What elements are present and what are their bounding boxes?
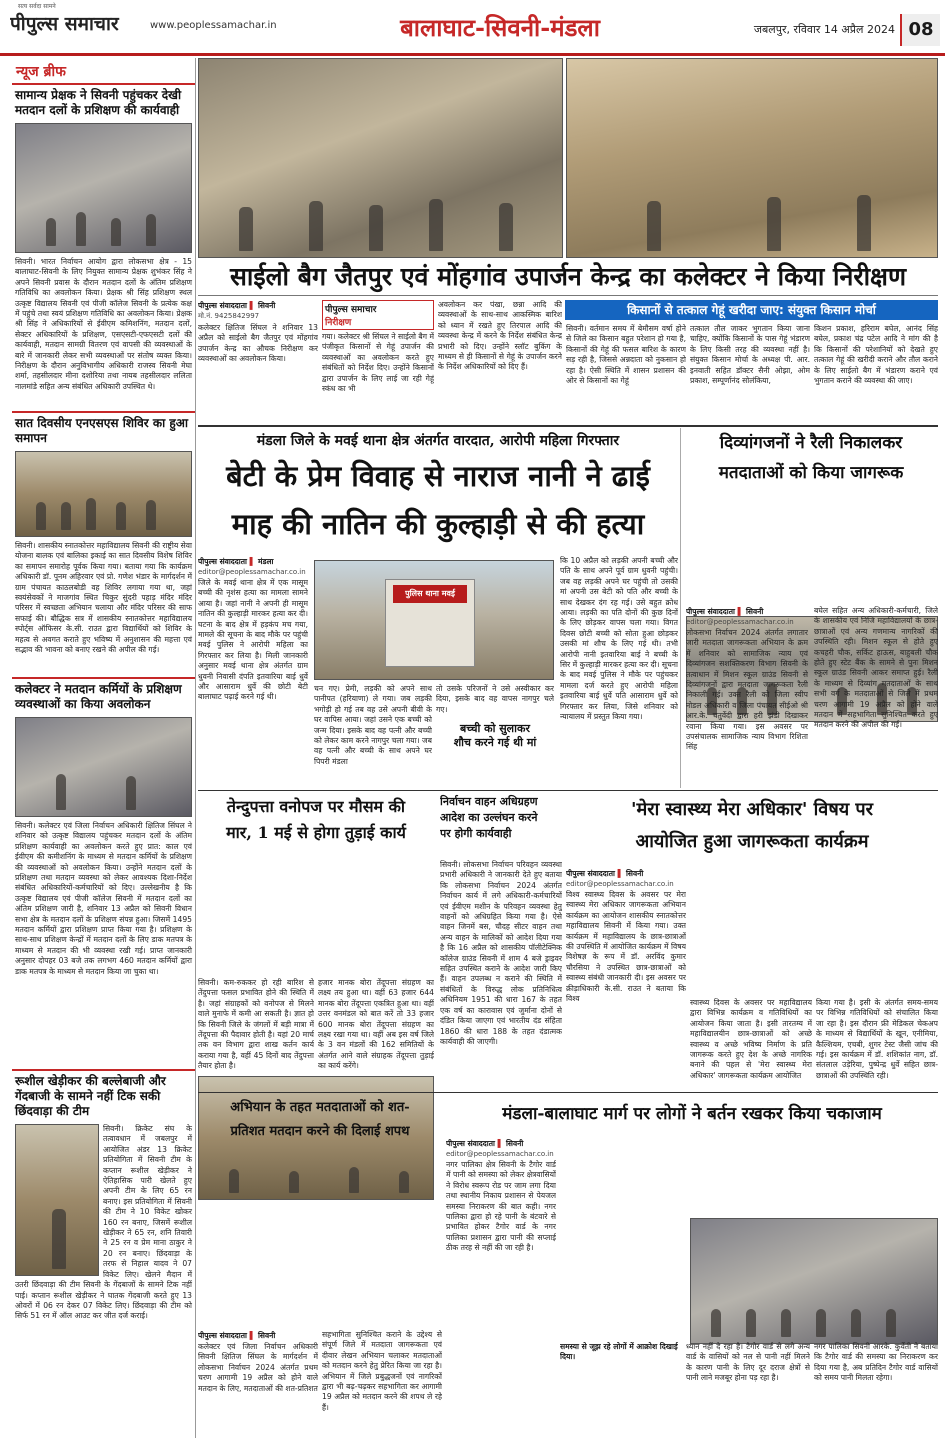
chakkajam-body-1: नगर पालिका क्षेत्र सिवनी के टैगोर वार्ड में पानी को समस्या को लेकर क्षेत्रवासियों ने विरोध स्वरूप रोड पर जाम लगा दिया तथा स्थानीय निकाय प्रशासन से पेयजल समस्या निराकरण की बात कही। नगर पालिका द्वारा हो रहे पानी के बंटवारे से प्रभावित होकर टैगोर वार्ड के नगर पालिका प्रशासन द्वारा पानी की सप्लाई ठीक तरह से नहीं की जा रही है।	[446, 1160, 556, 1253]
brief-4-block	[12, 1122, 195, 1422]
brief-2-photo	[15, 451, 192, 537]
divyang-body-2: बघेल सहित अन्य अधिकारी-कर्मचारी, जिले के शासकीय एवं निजि महाविद्यालयों के छात्र-छात्राओं एवं अन्य गणमान्य नागरिकों की उपस्थिति रही। मिशन स्कूल से होते हुए कचहरी चौक, सर्किट हाऊस, बाहुबली चौक होते हुए स्टेट बैंक के सामने से पुनः मिशन स्कूल ग्राउंड सिवनी आकर समाप्त हुई। रैली के माध्यम से दिव्यांग मतदाताओं के साथ सभी वर्ग के मतदाताओं से जिले में प्रथम चरण आगामी 19 अप्रैल को होने वाले मतदान में सहभागिता सुनिश्चित करते हुए मतदान करने की अपील की गई।	[814, 606, 938, 730]
police-station-photo	[314, 560, 554, 680]
top-story-body-3: अवलोकन कर पंखा, छन्ना आदि की व्यवस्थाओं के साथ-साथ आकस्मिक बारिश को ध्यान में रखते हुए तिरपाल आदि की व्यवस्था केन्द्र में करने के निर्देश संबंधित केन्द्र प्रभारी को दिए। उन्होंने स्लॉट बुकिंग के माध्यम से ही किसानों से गेहूं के उपार्जन करने के निर्देश अधिकारियों को दिए हैं।	[438, 300, 562, 372]
byline-city: सिवनी	[745, 607, 764, 616]
murder-headline	[198, 452, 678, 552]
kisan-body-2: तत्काल तौल जाकर भुगतान किया जाना चाहिए, क्योंकि किसानों के पास गेहूं भंडारण के लिए किसी तरह की व्यवस्था नहीं है। संयुक्त किसान मोर्चा के अध्यक्ष पी. आर. इनवाती सहित डॉक्टर सैनी ओझा, ओम प्रकाश, सम्पूर्णानंद सोलंकिया,	[690, 324, 810, 386]
nirvachan-headline-line-1: निर्वाचन वाहन अधिग्रहण	[440, 795, 538, 808]
swasthya-byline: पीपुल्स संवाददाता ▌ सिवनी	[566, 869, 644, 878]
chakkajam-body-2: ध्यान नहीं दे रहा है। टैगोर वार्ड से लगे अन्य वार्ड के वासियों को नल से पानी नहीं मिलने के कारण पानी के लिए दूर दराज क्षेत्रों से पानी लाने मजबूर होना पड़ रहा है।	[686, 1342, 810, 1383]
kisan-headline: किसानों से तत्काल गेहूं खरीदा जाए: संयुक्त किसान मोर्चा	[565, 300, 938, 320]
murder-headline-line-2: माह की नातिन की कुल्हाड़ी से की हत्या	[231, 507, 645, 541]
mini-logo: पीपुल्स समाचार	[325, 305, 377, 315]
swasthya-body-3: किया गया है। इसी के अंतर्गत समय-समय पर विभिन्न गतिविधियों को संचालित किया जा रहा है। इस दौरान फ्री मेडिकल चेकअप के माध्यम से विद्यार्थियों के खून, एनीमिया, कैल्शियम, एचबी, शुगर टेस्ट जैसी जांच की गई। इस कार्यक्रम में डॉ. शशिकांत नाग, डॉ. संतलाल उड़ेरिया, पुष्पेन्द्र धुर्वे सहित छात्र-छात्राओं की उपस्थिति रही।	[816, 998, 938, 1080]
page-number: 08	[900, 14, 940, 46]
tendupatta-headline-line-2: मार, 1 मई से होगा तुड़ाई कार्य	[226, 823, 406, 842]
top-story-mobile: मो.नं. 9425842997	[198, 312, 260, 320]
murder-kicker: मंडला जिले के मवई थाना क्षेत्र अंतर्गत वारदात, आरोपी महिला गिरफ्तार	[256, 433, 620, 449]
tendupatta-headline	[198, 794, 434, 848]
police-sign: पुलिस थाना मवई	[393, 585, 467, 603]
murder-email: editor@peoplessamachar.co.in	[198, 568, 306, 576]
tendupatta-body-2: हजार मानक बोरा तेंदूपत्ता संग्रहण का लक्ष्य तय हुआ था। वहीं 63 हजार 644 मानक बोरा तेंदूपत्ता एकत्रित हुआ था। वहीं उत्तर वनमंडल को बात करें तो 33 हजार 600 मानक बोरा तेंदूपत्ता संग्रहण का लक्ष्य रखा गया था। वहीं अब इस वर्ष जिले के 3 वन मंडलों की 162 समितियों के अंतर्गत आने वाले संग्राहक तेंदूपत्ता तुड़ाई का कार्य करेंगे।	[318, 978, 434, 1071]
nirvachan-headline-line-3: पर होगी कार्यवाही	[440, 827, 512, 840]
chakkajam-caption-block	[560, 1342, 682, 1438]
section-divider	[198, 425, 938, 427]
abhiyan-headline	[198, 1096, 442, 1148]
byline-city: सिवनी	[505, 1139, 524, 1148]
tendupatta-headline-line-1: तेन्दुपत्ता वनोपज पर मौसम की	[226, 797, 406, 816]
murder-col1	[198, 556, 308, 786]
murder-pull-quote	[436, 722, 554, 750]
kisan-body-1: सिवनी। वर्तमान समय में बेमौसम वर्षा होने से जिले का किसान बहुत परेशान हो गया है, किसानों की गेहूं की फसल बारिश के कारण सड़ रही है, जिससे अन्नदाता को नुकसान हो रहा है। ऐसी स्थिति में शासन प्रशासन की ओर से किसानों का गेहूं	[566, 324, 686, 386]
abhiyan-byline: पीपुल्स संवाददाता ▌ सिवनी	[198, 1331, 276, 1340]
column-rule	[680, 428, 681, 788]
mini-logo-label: निरीक्षण	[325, 318, 352, 328]
murder-body-2: चन गए। प्रेमी, लड़की को अपने साथ पानीपत (हरियाणा) ले गया। जब लड़की भगोड़ी हो गई तब वह उसे अपनी बीवी के घर वापिस आया। जहां उसने एक बच्ची को जन्म दिया। इसके बाद वह पत्नी और बच्ची को लेकर काम करने नागपुर चला गया। जब वह पत्नी और बच्ची के साथ अपने घर पिपरी मंडला	[314, 684, 432, 766]
pull-quote-line-1: बच्ची को सुलाकर	[460, 722, 530, 735]
murder-body-4: कि 10 अप्रैल को लड़की अपनी बच्ची और पति के साथ अपने पूर्व ग्राम धुवनी पहुंची। जब वह लड़की अपने घर पहुंची तो उसकी मां अपनी उस बेटी को पति और बच्ची के साथ देखकर दंग रह गई। उसे बहुत क्रोध आया। लड़की का पति दोनों की कुछ दिनों के लिए छोड़कर वापस चला गया। विगत दिवस छोटी बच्ची को सोता हुआ छोड़कर उसकी मां शौच के लिए गई थी। तभी आरोपी नानी इतवारिया बाई ने बच्ची के सिर में कुल्हाड़ी मारकर हत्या कर दी। सूचना के बाद मवई पुलिस ने मौके पर पहुंचकर मामला दर्ज करते हुए आरोपी महिला इतवारिया बाई धुर्वे पति आसाराम धुर्वे को गिरफ्तार कर लिया, जिसे शनिवार को न्यायालय में प्रस्तुत किया गया।	[560, 556, 678, 722]
murder-body-1: जिले के मवई थाना क्षेत्र में एक मासूम बच्ची की नृशंस हत्या का मामला सामने आया है। जहां नानी ने अपनी ही मासूम नातिन की कुल्हाड़ी मारकर हत्या कर दी। घटना के बाद क्षेत्र में हड़कंप मच गया, मामले की सूचना के बाद मौके पर पहुंची मवई पुलिस ने आरोपी महिला का गिरफ्तार कर लिया है। मिली जानकारी अनुसार मवई थाना क्षेत्र अंतर्गत ग्राम धुवनी निवासी दंपति इतवारिया बाई धुर्वे और आसाराम धुर्वे की छोटी बेटी बालाघाट पढ़ाई करने गई थी।	[198, 578, 308, 702]
murder-byline: पीपुल्स संवाददाता ▌ मंडला	[198, 557, 274, 566]
dateline: जबलपुर, रविवार 14 अप्रैल 2024	[753, 23, 895, 36]
divyang-col1	[686, 606, 808, 786]
tendupatta-body-1: सिवनी। कम-रुककर हो रही बारिश से तेंदुपत्ता फसल प्रभावित होने की स्थिति में है। जहां संग्राहकों को वनोपज से मिलने वाले मुनाफे में कमी आ सकती है। ज्ञात हो कि सिवनी जिले के जंगलों में बड़ी मात्रा में तेंदूपत्ता की पैदावार होती है। यहां 20 मार्च तक वन विभाग द्वारा शाख कर्तन कार्य कराया गया है, वहीं 45 दिनों बाद तेंदुपत्ता तैयार होता है।	[198, 978, 314, 1071]
byline-name: पीपुल्स संवाददाता	[686, 607, 735, 616]
byline-city: मंडला	[257, 557, 274, 566]
chakkajam-caption: समस्या से जूझ रहे लोगों में आक्रोश दिखाई दिया।	[560, 1342, 678, 1362]
silo-bag-photo-2	[566, 58, 938, 258]
kisan-body-3: किशन प्रकाश, हरिराम बघेल, आनंद सिंह बघेल, प्रकाश चंद्र पटेल आदि ने मांग की है कि किसानों की परेशानियों को देखते हुए तत्काल गेहूं की खरीदी कराने और तौल कराने के लिए साईलो बैग में भंडारण कराने एवं भुगतान कराने की व्यवस्था की जाए।	[814, 324, 938, 386]
divyang-body-1: लोकसभा निर्वाचन 2024 अंतर्गत लगातार जारी मतदाता जागरूकता अभियान के क्रम में शनिवार को सामाजिक न्याय एवं दिव्यांगजन सशक्तिकरण विभाग सिवनी के तत्वाधान में मिशन स्कूल ग्राउंड सिवनी से दिव्यांगजनों द्वारा मतदाता जागरूकता रैली निकाली गई। उक्त रैली को जिला स्वीप नोडल अधिकारी व जिला पंचायत सीईओ श्री आर.के. चतुर्वेदी द्वारा हरी झंडी दिखाकर रवाना किया गया। इस अवसर पर उपसंचालक सामाजिक न्याय विभाग रिशिता सिंह	[686, 628, 808, 752]
swasthya-headline-line-1: 'मेरा स्वास्थ्य मेरा अधिकार' विषय पर	[630, 799, 874, 820]
byline-city: सिवनी	[257, 1331, 276, 1340]
brief-4-text: सिवनी। क्रिकेट संघ के तत्वावधान में जबलपुर में आयोजित अंडर 13 क्रिकेट प्रतियोगिता में सिवनी टीम के कप्तान रूशील खेड़ीकर ने ऐतिहासिक पारी खेलते हुए अपनी टीम के लिए 65 रन बनाए। इस प्रतियोगिता में सिवनी की टीम ने 10 विकेट खोकर 160 रन बनाए, जिसमें रूशील खेड़ीकर ने 65 रन, शनि तिवारी ने 25 रन व प्रेम माना ठाकुर ने 20 रन बनाए। छिंदवाड़ा के तरफ से निहाल यादव ने 07 विकेट लिए। खेलने मैदान में उतरी छिंदवाड़ा की टीम सिवनी के गेंदबाजों के सामने टिक नहीं पाई। कप्तान रूशील खेड़ीकर ने घातक गेंदबाजी करते हुए 13 ओवरों में 06 रन देकर 07 विकेट लिए। छिंदवाड़ा की टीम को सिर्फ 51 रन में ऑल आउट कर जीत दर्ज कराई।	[15, 1124, 192, 1321]
section-divider	[198, 790, 938, 791]
pull-quote-line-2: शौच करने गई थी मां	[453, 736, 537, 749]
newspaper-logo: पीपुल्स समाचार	[10, 13, 119, 35]
byline-name: पीपुल्स संवाददाता	[446, 1139, 495, 1148]
top-story-col2	[322, 300, 434, 424]
chakkajam-byline: पीपुल्स संवाददाता ▌ सिवनी	[446, 1139, 524, 1148]
murder-col3	[436, 684, 554, 784]
swasthya-body-1: विश्व स्वास्थ्य दिवस के अवसर पर मेरा स्वास्थ्य मेरा अधिकार जागरूकता अभियान कार्यक्रम का आयोजन शासकीय स्नातकोत्तर महाविद्यालय सिवनी में किया गया। उक्त कार्यक्रम में महाविद्यालय के छात्र-छात्राओं की उपस्थिति में आयोजित कार्यक्रम में विषय विशेषज्ञ के रूप में डॉ. अरविंद कुमार चौरसिया ने उपस्थित छात्र-छात्राओं को स्वास्थ्य संबंधी जानकारी दी। इस अवसर पर क्रीड़ाधिकारी के.सी. राउत ने बताया कि विश्व	[566, 890, 686, 1004]
nirvachan-headline-line-2: आदेश का उल्लंघन करने	[440, 811, 538, 824]
news-brief-column	[12, 58, 196, 1438]
top-story-col1	[198, 300, 318, 424]
silo-bag-photo-1	[198, 58, 563, 258]
divyang-email: editor@peoplessamachar.co.in	[686, 618, 794, 626]
brief-1-title: सामान्य प्रेक्षक ने सिवनी पहुंचकर देखी मतदान दलों के प्रशिक्षण की कार्यवाही	[15, 88, 182, 117]
abhiyan-body-2: सहभागिता सुनिश्चित कराने के उद्देश्य से संपूर्ण जिले में मतदाता जागरूकता एवं दीवार लेखन अभियान चलाकर मतदाताओं को मतदान करने हेतु प्रेरित किया जा रहा है। अभियान में जिले प्रबुद्धजनों एवं नागरिकों द्वारा भी बढ़-चढ़कर सहभागिता कर आगामी 19 अप्रैल को मतदान करने की शपथ ले रहे हैं।	[322, 1330, 442, 1412]
brief-3-title: कलेक्टर ने मतदान कर्मियों के प्रशिक्षण व्यवस्थाओं का किया अवलोकन	[12, 677, 195, 715]
top-story-body-1: कलेक्टर क्षितिज सिंघल ने शनिवार 13 अप्रैल को साईलो बैग जैतपुर एवं मोंहगांव उपार्जन केन्द्र का औचक निरीक्षण कर व्यवस्थाओं का अवलोकन किया।	[198, 323, 318, 364]
nirvachan-body: सिवनी। लोकसभा निर्वाचन परिवहन व्यवस्था प्रभारी अधिकारी ने जानकारी देते हुए बताया कि लोकसभा निर्वाचन 2024 अंतर्गत निर्वाचन कार्य में लगे अधिकारी-कर्मचारियों एवं ईवीएम मशीन के परिवहन व्यवस्था हेतु वाहनों को अधिग्रहित किया गया है। ऐसे वाहन जिनमें बस, चौदह सीटर वाहन तथा अन्य वाहन के मालिकों को आदेश दिया गया है कि 16 अप्रैल को शासकीय पॉलीटेक्निक कॉलेज ग्राउंड सिवनी में शाम 4 बजे ड्राइवर सहित उपस्थित कराने के आदेश जारी किए हैं। वाहन उपलब्ध न कराने की स्थिति में संबंधितों के विरुद्ध लोक प्रतिनिधित्व अधिनियम 1951 की धारा 167 के तहत एक वर्ष का कारावास एवं जुर्माना दोनों से दंडित किया जाएगा एवं भारतीय दंड संहिता 1860 की धारा 188 के तहत दंडात्मक कार्यवाही की जाएगी।	[440, 860, 562, 1046]
nirvachan-headline	[440, 794, 562, 858]
chakkajam-email: editor@peoplessamachar.co.in	[446, 1150, 554, 1158]
byline-city: सिवनी	[257, 301, 276, 310]
top-story-headline: साईलो बैग जैतपुर एवं मोंहगांव उपार्जन केन्द्र का कलेक्टर ने किया निरीक्षण	[198, 258, 938, 296]
divyang-headline	[682, 428, 940, 494]
brief-1-photo	[15, 123, 192, 253]
abhiyan-body-1: कलेक्टर एवं जिला निर्वाचन अधिकारी सिवनी क्षितिज सिंघल के मार्गदर्शन में लोकसभा निर्वाचन 2024 अंतर्गत प्रथम चरण आगामी 19 अप्रैल को होने वाले मतदान के लिए, मतदाताओं की शत-प्रतिशत	[198, 1342, 318, 1393]
top-story-col3	[438, 300, 562, 424]
masthead	[0, 0, 945, 56]
swasthya-email: editor@peoplessamachar.co.in	[566, 880, 674, 888]
brief-2-body: सिवनी। शासकीय स्नातकोत्तर महाविद्यालय सिवनी की राष्ट्रीय सेवा योजना बालक एवं बालिका इकाई का सात दिवसीय विशेष शिविर का समापन समारोह पूर्वक किया गया। बताया गया कि कार्यक्रम अधिकारी डॉ. पूनम अहिरवार एवं प्रो. गणेश भंडार के मार्गदर्शन में ग्राम पंचायत काठलबोडी वह शिविर लगाया गया था, जहां स्वयंसेवकों ने माजगांव स्थित चिकुर सुंदरी पहाड़ मंदिर मंदिर परिसर में स्वच्छता अभियान चलाया और मंदिर परिसर की साफ सफाई की। बौद्धिक सत्र में शासकीय स्नातकोत्तर महाविद्यालय स्पोर्ट्स ऑफिसर के.सी. राउत द्वारा विद्यार्थियों को शिविर के महत्व से अवगत कराते हुए भविष्य में अनुशासन की महत्ता एवं सद्भाव की भावना को बनाए रखने की अपील की गई।	[15, 541, 192, 655]
byline-name: पीपुल्स संवाददाता	[198, 557, 247, 566]
masthead-tagline: सत्य सर्वदा सामने	[18, 3, 56, 10]
murder-body-3: तो उसके परिजनों ने उसे अस्वीकार कर दिया, इसके बाद वह वापस नागपुर चले गए।	[436, 684, 554, 714]
edition-title: बालाघाट-सिवनी-मंडला	[400, 13, 600, 42]
swasthya-col1	[566, 868, 686, 1090]
brief-3-photo	[15, 717, 192, 817]
cricketer-photo	[15, 1124, 99, 1276]
top-story-body-2: गया। कलेक्टर श्री सिंघल ने साईलो बैग में पंजीकृत किसानों से गेहूं उपार्जन की व्यवस्थाओं का अवलोकन करते हुए संबंधितों को निर्देश दिए। उन्होंने किसानों द्वारा उपार्जन के लिए लाई जा रही गेहूं स्कंध का भी	[322, 332, 434, 394]
brief-3-body: सिवनी। कलेक्टर एवं जिला निर्वाचन अधिकारी क्षितिज सिंघल ने शनिवार को उत्कृष्ट विद्यालय पहुंचकर मतदान दलों के अंतिम प्रशिक्षण कार्यवाही का अवलोकन करते हुए प्रात: काल एवं ईवीएम की कमीशनिंग के माध्यम से मतदान कर्मियों के प्रशिक्षण की व्यवस्थाओं को अवलोकन किया। उन्होंने मतदान दलों के प्रशिक्षण तथा मतदान व्यवस्था को लेकर आवश्यक दिशा-निर्देश संबंधित अधिकारियों-कर्मचारियों को दिए। उल्लेखनीय है कि उत्कृष्ट विद्यालय एवं पीजी कॉलेज सिवनी में मतदान दलों का अंतिम प्रशिक्षण जारी है, शनिवार 13 अप्रैल को सिवनी विधान सभा क्षेत्र के मतदान दलों के प्रशिक्षण संपन्न हुआ। जिसमें 1495 मतदान कर्मियों द्वारा प्रशिक्षण प्राप्त किया गया है। प्रशिक्षण के साथ-साथ प्रशिक्षण केन्द्रों में मतदान दलों के लिए डाक मतपत्र के माध्यम से मतदान की भी व्यवस्था रखी गई। प्राप्त जानकारी अनुसार दोपहर 03 बजे तक लगभग 460 मतदान कर्मियों द्वारा डाक मतपत्र के माध्यम से मतदान किया जा चुका था।	[15, 821, 192, 976]
classroom-photo	[690, 1218, 938, 1344]
news-brief-label: न्यूज ब्रीफ	[12, 58, 195, 85]
chakkajam-headline: मंडला-बालाघाट मार्ग पर लोगों ने बर्तन रखकर किया चकाजाम	[502, 1104, 882, 1124]
top-story-byline: पीपुल्स संवाददाता ▌ सिवनी	[198, 301, 276, 310]
brief-1-body: सिवनी। भारत निर्वाचन आयोग द्वारा लोकसभा क्षेत्र - 15 बालाघाट-सिवनी के लिए नियुक्त सामान्य प्रेक्षक शुभंकर सिंह ने अपने सिवनी प्रवास के दौरान मतदान दलों के अंतिम प्रशिक्षण गतिविधि का अवलोकन किया। प्रेक्षक श्री सिंह प्रशिक्षण स्थल उत्कृष्ट विद्यालय सिवनी एवं पीजी कॉलेज सिवनी के प्रत्येक कक्ष में पहुंचे तथा स्वयं प्रशिक्षण गतिविधि का अवलोकन किया। प्रेक्षक श्री सिंह ने अधिकारियों से ईवीएम कमिशनिंग, मतदान दलों, सेक्टर अधिकारियों के प्रशिक्षण, एसएसटी-एफएसटी दलों की कार्यवाही, मतदान सामग्री वितरण एवं वापसी की व्यवस्थाओं के बारे में जानकारी लेकर सभी व्यवस्थाओं पर संतोष व्यक्त किया। निरीक्षण के दौरान अनुविभागीय अधिकारी राजस्व सिवनी मेघा शर्मा, तहसीलदार मीना दशोरिया तथा नायब तहसीलदार ललिता नालमांडे सहित अन्य संबंधित अधिकारी उपस्थित थे।	[15, 257, 192, 391]
abhiyan-headline-line-1: अभियान के तहत मतदाताओं को शत-	[230, 1100, 410, 1115]
chakkajam-col1	[446, 1138, 556, 1438]
byline-city: सिवनी	[625, 869, 644, 878]
brief-4-title: रूशील खेड़ीकर की बल्लेबाजी और गेंदबाजी के सामने नहीं टिक सकी छिंदवाड़ा की टीम	[12, 1069, 195, 1122]
divyang-byline: पीपुल्स संवाददाता ▌ सिवनी	[686, 607, 764, 616]
swasthya-headline-line-2: आयोजित हुआ जागरूकता कार्यक्रम	[635, 831, 869, 852]
mini-logo-box	[322, 300, 434, 330]
chakkajam-body-3: नगर पालिका सिवनी आरके. कुर्वेती ने बताया कि टैगोर वार्ड की समस्या का निराकरण कर दिया गया है, अब प्रतिदिन टैगोर वार्ड वासियों को समय पानी मिलता रहेगा।	[814, 1342, 938, 1383]
byline-name: पीपुल्स संवाददाता	[198, 301, 247, 310]
abhiyan-col1	[198, 1330, 318, 1438]
abhiyan-headline-line-2: प्रतिशत मतदान करने की दिलाई शपथ	[230, 1124, 410, 1139]
byline-name: पीपुल्स संवाददाता	[566, 869, 615, 878]
swasthya-body-2: स्वास्थ्य दिवस के अवसर पर महाविद्यालय द्वारा विभिन्न कार्यक्रम व गतिविधियों का आयोजन किया जाता है। इसी तारतम्य में महाविद्यालयीन छात्र-छात्राओं को अच्छे स्वास्थ्य व अच्छे भविष्य निर्माण के प्रति जागरूक करते हुए देश के अच्छे नागरिक बनाने की पहल से 'मेरा स्वास्थ्य मेरा अधिकार' जागरूकता कार्यक्रम आयोजित	[690, 998, 812, 1080]
murder-headline-line-1: बेटी के प्रेम विवाह से नाराज नानी ने ढाई	[226, 459, 650, 493]
brief-2-title: सात दिवसीय एनएसएस शिविर का हुआ समापन	[12, 411, 195, 449]
swasthya-headline	[566, 794, 938, 864]
top-photo-strip	[198, 58, 938, 260]
divyang-headline-line-1: दिव्यांगजनों ने रैली निकालकर	[719, 433, 903, 453]
divyang-headline-line-2: मतदाताओं को किया जागरूक	[718, 463, 904, 483]
byline-name: पीपुल्स संवाददाता	[198, 1331, 247, 1340]
website-url: www.peoplessamachar.in	[150, 20, 277, 31]
section-divider	[198, 1092, 938, 1093]
